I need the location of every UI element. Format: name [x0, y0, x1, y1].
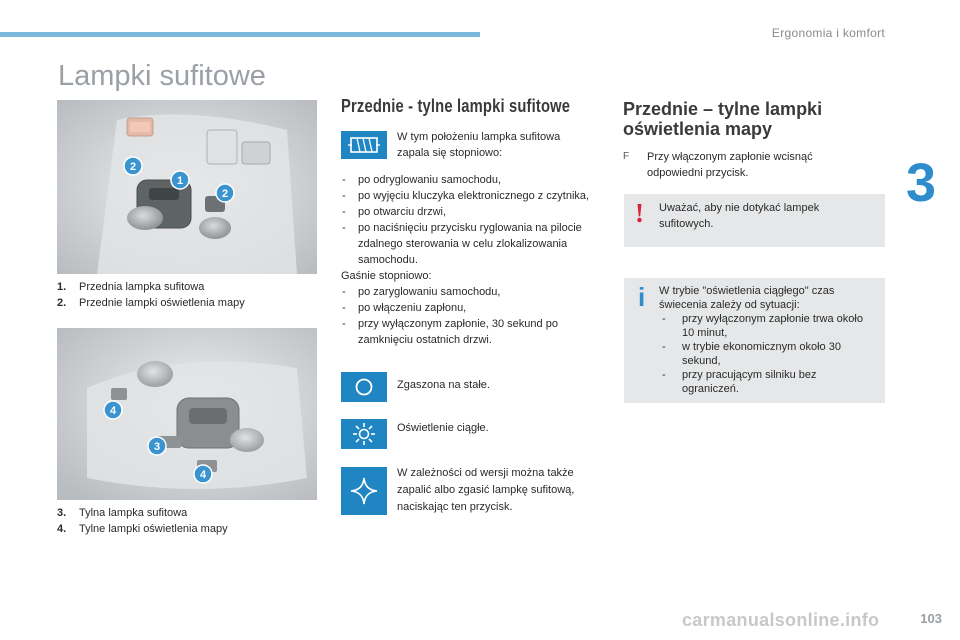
on-mode-icon [341, 419, 387, 449]
front-console-photo [57, 100, 317, 274]
rear-legend [57, 505, 327, 537]
action-marker-icon: F [623, 151, 630, 162]
instruction-text: Przy włączonym zapłonie wcisnąć odpowiedni przycisk. [647, 151, 813, 179]
callout-marker [216, 184, 234, 202]
list-item: - po zaryglowaniu samochodu, [341, 284, 601, 300]
list-item: - po naciśnięciu przycisku ryglowania na pilocie zdalnego sterowania w celu zlokalizowania samochodu. [341, 220, 601, 268]
callout-marker [148, 437, 166, 455]
section-name: Ergonomia i komfort [771, 26, 885, 40]
on-mode-text: Oświetlenie ciągłe. [397, 422, 489, 434]
ceiling-lamps-heading: Przednie - tylne lampki sufitowe [341, 96, 571, 116]
info-intro: W trybie "oświetlenia ciągłego" czas świecenia zależy od sytuacji: [659, 285, 835, 311]
map-lamp-instruction [623, 149, 868, 181]
info-text [659, 284, 874, 396]
front-legend [57, 279, 327, 311]
touch-lamp-text: W zależności od wersji można także zapalić albo zgasić lampkę sufitową, naciskając ten przycisk. [397, 467, 575, 513]
warning-icon: ! [635, 198, 644, 228]
legend-item: 1. Przednia lampka sufitowa [57, 281, 205, 293]
list-item: - w trybie ekonomicznym około 30 sekund, [659, 340, 874, 368]
door-mode-icon [341, 131, 387, 159]
list-item: - po włączeniu zapłonu, [341, 300, 601, 316]
callout-label: 2 [129, 161, 137, 173]
info-box [624, 278, 885, 403]
warning-text: Uważać, aby nie dotykać lampek sufitowych. [659, 202, 820, 230]
legend-item: 2. Przednie lampki oświetlenia mapy [57, 297, 245, 309]
list-item: - przy wyłączonym zapłonie, 30 sekund po zamknięciu ostatnich drzwi. [341, 316, 601, 348]
list-item: - przy wyłączonym zapłonie trwa około 10 minut, [659, 312, 874, 340]
chapter-number: 3 [906, 153, 937, 213]
off-intro: Gaśnie stopniowo: [341, 270, 432, 282]
off-mode-text: Zgaszona na stałe. [397, 379, 490, 391]
callout-label: 3 [153, 441, 161, 453]
list-item: - po wyjęciu kluczyka elektronicznego z czytnika, [341, 188, 601, 204]
list-item: - po otwarciu drzwi, [341, 204, 601, 220]
legend-item: 4. Tylne lampki oświetlenia mapy [57, 523, 228, 535]
callout-label: 4 [199, 469, 207, 481]
callout-label: 4 [109, 405, 117, 417]
ceiling-lamp-conditions [341, 172, 601, 348]
door-mode-text: W tym położeniu lampka sufitowa zapala się stopniowo: [397, 131, 561, 159]
info-icon: i [638, 282, 646, 312]
legend-item: 3. Tylna lampka sufitowa [57, 507, 188, 519]
off-mode-icon [341, 372, 387, 402]
touch-lamp-icon [341, 467, 387, 515]
map-lamps-heading: Przednie – tylne lampki oświetlenia mapy [623, 99, 823, 139]
header-accent-bar [0, 32, 480, 37]
warning-box [624, 194, 885, 247]
callout-label: 1 [176, 175, 184, 187]
list-item: - przy pracującym silniku bez ograniczeń. [659, 368, 874, 396]
callout-marker [194, 465, 212, 483]
callout-label: 2 [221, 188, 229, 200]
page-title: Lampki sufitowe [58, 60, 266, 92]
callout-marker [124, 157, 142, 175]
watermark: carmanualsonline.info [682, 610, 880, 630]
callout-marker [104, 401, 122, 419]
rear-console-photo [57, 328, 317, 500]
page-number: 103 [920, 611, 942, 626]
list-item: - po odryglowaniu samochodu, [341, 172, 601, 188]
callout-marker [171, 171, 189, 189]
